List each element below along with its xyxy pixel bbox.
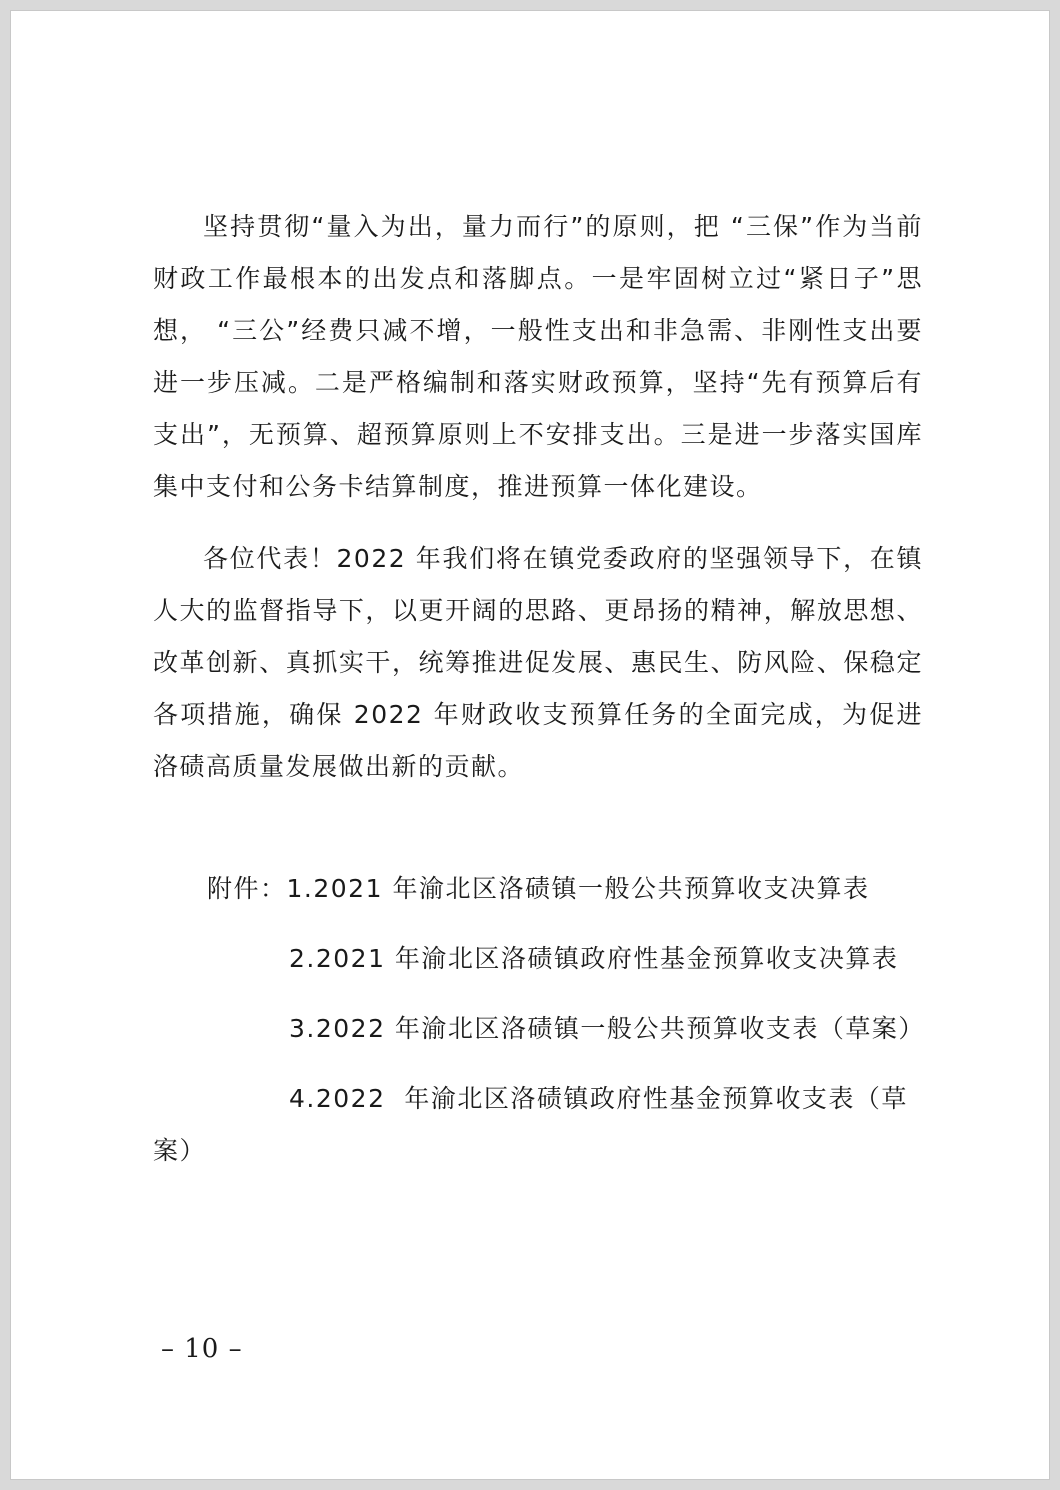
document-page [10, 10, 1050, 1480]
attachment-item-4: 4.2022 年渝北区洛碛镇政府性基金预算收支表（草 [289, 1084, 908, 1113]
attachment-item-3: 3.2022 年渝北区洛碛镇一般公共预算收支表（草案） [289, 1014, 925, 1043]
page-number: – 10 – [161, 1334, 243, 1364]
attachment-item-2: 2.2021 年渝北区洛碛镇政府性基金预算收支决算表 [289, 944, 899, 973]
paragraph-fiscal-principles: 坚持贯彻“量入为出，量力而行”的原则，把 “三保”作为当前财政工作最根本的出发点和落脚点。一是牢固树立过“紧日子”思想， “三公”经费只减不增，一般性支出和非急需、非刚性支出要进一步压减。二是严格编制和落实财政预算，坚持“先有预算后有支出”，无预算、超预算原则上不安排支出。三是进一步落实国库集中支付和公务卡结算制度，推进预算一体化建设。 [153, 212, 923, 501]
attachments-label: 附件： [207, 874, 287, 903]
attachment-item-1 [207, 863, 869, 915]
attachment-item-1-text: 1.2021 年渝北区洛碛镇一般公共预算收支决算表 [286, 874, 870, 903]
paragraph-closing-remarks: 各位代表！2022 年我们将在镇党委政府的坚强领导下，在镇人大的监督指导下，以更开阔的思路、更昂扬的精神，解放思想、改革创新、真抓实干，统筹推进促发展、惠民生、防风险、保稳定各项措施，确保 2022 年财政收支预算任务的全面完成，为促进洛碛高质量发展做出新的贡献。 [153, 544, 923, 781]
attachment-item-4-continued: 案） [153, 1136, 207, 1165]
